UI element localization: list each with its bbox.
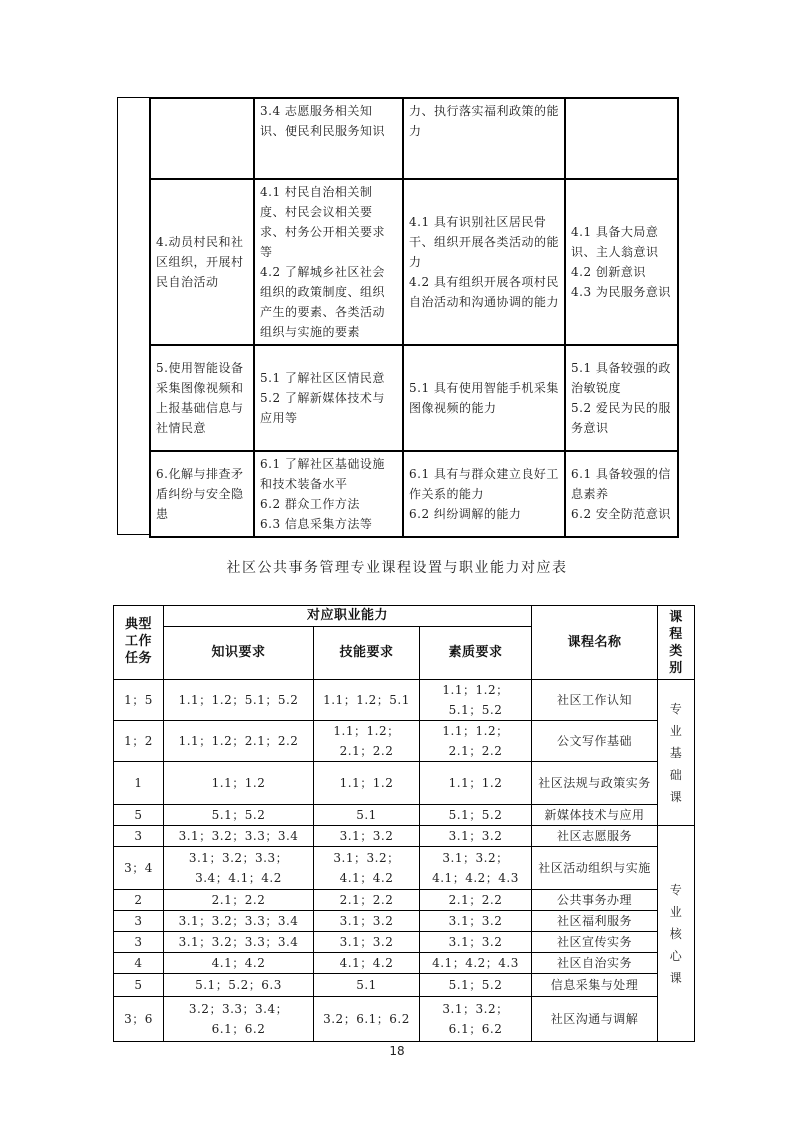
skill-cell: 3.2；6.1；6.2 — [314, 997, 420, 1042]
task-cell: 4 — [114, 953, 164, 974]
skill-cell: 5.1 — [314, 974, 420, 997]
quality-cell: 4.1；4.2；4.3 — [420, 953, 532, 974]
course-ability-table — [113, 605, 695, 1042]
quality-cell: 5.1；5.2 — [420, 805, 532, 826]
quality-cell: 1.1；1.2 — [420, 762, 532, 805]
quality-cell: 3.1；3.2 — [420, 932, 532, 953]
course-name-cell: 新媒体技术与应用 — [532, 805, 658, 826]
knowledge-cell: 1.1；1.2 — [164, 762, 314, 805]
course-name-cell: 社区志愿服务 — [532, 826, 658, 847]
knowledge-cell: 4.1 村民自治相关制度、村民会议相关要求、村务公开相关要求等 4.2 了解城乡社区社会组织的政策制度、组织产生的要素、各类活动组织与实施的要素 — [254, 179, 403, 345]
quality-cell: 5.1；5.2 — [420, 974, 532, 997]
task-cell: 3 — [114, 911, 164, 932]
task-cell: 4.动员村民和社区组织，开展村民自治活动 — [150, 179, 254, 345]
table-row — [114, 826, 695, 847]
table-row — [114, 805, 695, 826]
course-category-cell: 专业基础课 — [658, 680, 695, 826]
table-row — [150, 98, 678, 179]
course-name-cell: 公共事务办理 — [532, 890, 658, 911]
knowledge-cell: 3.1；3.2；3.3；3.4 — [164, 911, 314, 932]
knowledge-cell: 5.1 了解社区区情民意 5.2 了解新媒体技术与应用等 — [254, 345, 403, 451]
knowledge-cell: 2.1；2.2 — [164, 890, 314, 911]
task-cell: 3；4 — [114, 847, 164, 890]
course-name-cell: 社区法规与政策实务 — [532, 762, 658, 805]
skill-cell: 3.1；3.2 — [314, 826, 420, 847]
task-cell: 5.使用智能设备采集图像视频和上报基础信息与社情民意 — [150, 345, 254, 451]
course-name-cell: 社区宣传实务 — [532, 932, 658, 953]
knowledge-cell: 6.1 了解社区基础设施和技术装备水平 6.2 群众工作方法 6.3 信息采集方法等 — [254, 451, 403, 537]
task-cell: 5 — [114, 974, 164, 997]
skill-cell: 3.1；3.2 — [314, 911, 420, 932]
skill-cell: 2.1；2.2 — [314, 890, 420, 911]
task-cell: 1；5 — [114, 680, 164, 721]
course-name-cell: 公文写作基础 — [532, 721, 658, 762]
knowledge-cell: 4.1；4.2 — [164, 953, 314, 974]
knowledge-cell: 3.4 志愿服务相关知识、便民利民服务知识 — [254, 98, 403, 179]
task-cell: 2 — [114, 890, 164, 911]
task-cell: 5 — [114, 805, 164, 826]
course-name-cell: 社区自治实务 — [532, 953, 658, 974]
quality-cell — [565, 98, 678, 179]
table-row — [114, 911, 695, 932]
skill-cell: 力、执行落实福利政策的能力 — [403, 98, 565, 179]
quality-cell: 3.1；3.2 — [420, 911, 532, 932]
knowledge-cell: 3.2；3.3；3.4； 6.1；6.2 — [164, 997, 314, 1042]
table-row — [114, 680, 695, 721]
course-category-cell: 专业核心课 — [658, 826, 695, 1042]
table-row — [150, 179, 678, 345]
quality-cell: 3.1；3.2； 6.1；6.2 — [420, 997, 532, 1042]
table-row — [114, 721, 695, 762]
knowledge-cell: 3.1；3.2；3.3；3.4 — [164, 826, 314, 847]
table-row — [114, 762, 695, 805]
header-row — [114, 606, 695, 627]
task-cell: 3 — [114, 932, 164, 953]
course-name-cell: 社区活动组织与实施 — [532, 847, 658, 890]
skill-cell: 3.1；3.2 — [314, 932, 420, 953]
skill-cell: 1.1；1.2； 2.1；2.2 — [314, 721, 420, 762]
header-category: 课程类别 — [658, 606, 695, 680]
header-ability-group: 对应职业能力 — [164, 606, 532, 627]
table-row — [114, 974, 695, 997]
course-name-cell: 社区沟通与调解 — [532, 997, 658, 1042]
knowledge-cell: 5.1；5.2；6.3 — [164, 974, 314, 997]
skill-cell: 1.1；1.2；5.1 — [314, 680, 420, 721]
skill-cell: 1.1；1.2 — [314, 762, 420, 805]
table1-outer-left-column — [117, 97, 149, 535]
skill-cell: 4.1；4.2 — [314, 953, 420, 974]
quality-cell: 3.1；3.2 — [420, 826, 532, 847]
task-cell: 6.化解与排查矛盾纠纷与安全隐患 — [150, 451, 254, 537]
table-row — [114, 997, 695, 1042]
skill-cell: 3.1；3.2； 4.1；4.2 — [314, 847, 420, 890]
page-number: 18 — [389, 1044, 405, 1058]
table-row — [114, 847, 695, 890]
table-caption: 社区公共事务管理专业课程设置与职业能力对应表 — [226, 560, 568, 576]
header-quality: 素质要求 — [420, 627, 532, 680]
course-name-cell: 社区工作认知 — [532, 680, 658, 721]
task-cell: 1；2 — [114, 721, 164, 762]
quality-cell: 2.1；2.2 — [420, 890, 532, 911]
quality-cell: 6.1 具备较强的信息素养 6.2 安全防范意识 — [565, 451, 678, 537]
header-course: 课程名称 — [532, 606, 658, 680]
skill-cell: 5.1 具有使用智能手机采集图像视频的能力 — [403, 345, 565, 451]
skill-cell: 4.1 具有识别社区居民骨干、组织开展各类活动的能力 4.2 具有组织开展各项村民自治活动和沟通协调的能力 — [403, 179, 565, 345]
task-cell: 3 — [114, 826, 164, 847]
quality-cell: 1.1；1.2； 5.1；5.2 — [420, 680, 532, 721]
skill-cell: 6.1 具有与群众建立良好工作关系的能力 6.2 纠纷调解的能力 — [403, 451, 565, 537]
header-knowledge: 知识要求 — [164, 627, 314, 680]
quality-cell: 3.1；3.2； 4.1；4.2；4.3 — [420, 847, 532, 890]
competency-table — [149, 97, 679, 538]
course-name-cell: 信息采集与处理 — [532, 974, 658, 997]
header-task: 典型工作任务 — [114, 606, 164, 680]
knowledge-cell: 1.1；1.2；2.1；2.2 — [164, 721, 314, 762]
knowledge-cell: 3.1；3.2；3.3；3.4 — [164, 932, 314, 953]
knowledge-cell: 1.1；1.2；5.1；5.2 — [164, 680, 314, 721]
table-row — [114, 932, 695, 953]
quality-cell: 4.1 具备大局意识、主人翁意识 4.2 创新意识 4.3 为民服务意识 — [565, 179, 678, 345]
skill-cell: 5.1 — [314, 805, 420, 826]
table-row — [150, 345, 678, 451]
knowledge-cell: 5.1；5.2 — [164, 805, 314, 826]
table-row — [150, 451, 678, 537]
table-row — [114, 953, 695, 974]
quality-cell: 5.1 具备较强的政治敏锐度 5.2 爱民为民的服务意识 — [565, 345, 678, 451]
task-cell: 1 — [114, 762, 164, 805]
task-cell — [150, 98, 254, 179]
quality-cell: 1.1；1.2； 2.1；2.2 — [420, 721, 532, 762]
task-cell: 3；6 — [114, 997, 164, 1042]
header-skill: 技能要求 — [314, 627, 420, 680]
course-name-cell: 社区福利服务 — [532, 911, 658, 932]
table-row — [114, 890, 695, 911]
knowledge-cell: 3.1；3.2；3.3； 3.4；4.1；4.2 — [164, 847, 314, 890]
